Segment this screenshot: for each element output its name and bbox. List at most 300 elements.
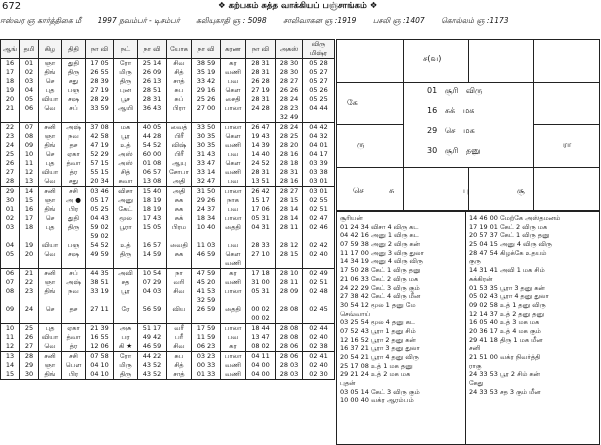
table-cell: 11	[20, 159, 39, 168]
table-cell: 04 01	[303, 141, 335, 150]
table-cell: 49 42	[138, 333, 167, 342]
table-row	[1, 132, 335, 141]
table-cell: ஏகா	[62, 324, 86, 334]
table-cell: புத	[39, 324, 62, 334]
table-cell: 25 14	[138, 59, 167, 69]
table-cell: 02 51	[303, 205, 335, 214]
table-cell: திங்	[39, 68, 62, 77]
table-cell: 05 17	[86, 196, 114, 205]
table-row	[1, 333, 335, 342]
table-cell: பவ	[221, 241, 246, 250]
table-cell: 17	[1, 68, 20, 77]
table-cell: 27	[20, 342, 39, 352]
transit-line: 12 14 37 உத் 2 தனு தனு	[469, 309, 545, 318]
center-sign: மக	[462, 106, 475, 115]
table-cell: வணி	[221, 278, 246, 287]
table-cell	[1, 113, 20, 123]
table-cell: 24	[1, 141, 20, 150]
table-cell: 02 47	[303, 214, 335, 223]
col-header: தமி	[20, 40, 39, 59]
table-cell: விய	[167, 305, 192, 314]
table-row	[1, 278, 335, 287]
table-cell: 44 28	[138, 132, 167, 141]
table-cell: 14	[1, 361, 20, 370]
table-cell: 28 16	[276, 150, 303, 159]
table-cell: 51 17	[138, 324, 167, 334]
chart-house-5: செ	[353, 186, 364, 195]
table-cell: 02 48	[303, 287, 335, 296]
table-cell: 31 50	[192, 187, 221, 197]
table-cell: மிரு	[114, 68, 138, 77]
transit-line: குரு	[469, 257, 481, 266]
table-cell: மூல	[114, 214, 138, 223]
table-cell: 55 15	[86, 168, 114, 177]
table-cell: 33 50	[192, 123, 221, 133]
transit-line: 03 05 14 கேட் 3 விரு கும்	[340, 387, 420, 396]
table-cell: 46 59	[138, 342, 167, 352]
table-cell: 33 42	[192, 77, 221, 86]
table-cell: 02 38	[303, 342, 335, 352]
chart-house-8: சூ	[517, 186, 525, 195]
transit-line: 14 31 41 அவி 1 மக சிம்	[469, 266, 545, 275]
table-cell: சிவ	[167, 342, 192, 352]
table-cell: 00 02	[246, 314, 276, 324]
table-cell: சாத்	[167, 77, 192, 86]
table-cell: கர	[221, 59, 246, 69]
table-cell: வியா	[39, 95, 62, 104]
transit-line: 16 37 21 பூரா 3 தனு துலா	[340, 344, 420, 353]
center-entry	[427, 126, 475, 136]
table-cell: 04 03	[138, 287, 167, 296]
table-cell	[20, 232, 39, 241]
transit-line: 04 42 16 அனு 1 விரு கட	[340, 231, 419, 240]
table-cell: 26	[1, 159, 20, 168]
transit-line: 25 04 15 அனு 4 விரு விரு	[469, 240, 552, 249]
transit-line: 03 25 54 மூல 4 தனு கட	[340, 318, 416, 327]
table-cell: 13 51	[246, 177, 276, 187]
table-cell: பிரீ	[167, 132, 192, 141]
transit-line: 28 47 54 கிழக்கே உதயம்	[469, 248, 547, 257]
table-cell: சுக	[167, 205, 192, 214]
table-cell	[20, 113, 39, 123]
table-cell: மிரு	[114, 361, 138, 370]
table-row	[1, 287, 335, 296]
table-cell: 04	[1, 241, 20, 250]
table-cell: 27 00	[192, 104, 221, 113]
table-cell	[1, 314, 20, 324]
table-cell: 27 10	[246, 250, 276, 259]
table-cell: 24 37	[192, 205, 221, 214]
table-cell: பவ	[221, 150, 246, 159]
table-cell: கௌ	[221, 159, 246, 168]
table-cell: புத	[39, 223, 62, 232]
table-cell: ரோ	[114, 59, 138, 69]
table-cell: 49 59	[86, 250, 114, 259]
table-cell: வெ	[39, 250, 62, 259]
table-cell: திங்	[39, 370, 62, 380]
table-row	[1, 370, 335, 380]
table-cell: 26 55	[86, 68, 114, 77]
table-cell: 28 31	[246, 95, 276, 104]
table-cell: 59 02	[86, 232, 114, 241]
table-cell: 24 52	[246, 159, 276, 168]
table-cell	[138, 113, 167, 123]
table-cell	[167, 232, 192, 241]
table-cell	[62, 259, 86, 269]
table-cell: 28 08	[276, 324, 303, 334]
table-cell: 30	[1, 196, 20, 205]
table-cell: 21	[20, 269, 39, 279]
table-cell: ஞா	[39, 132, 62, 141]
col-header: நட்	[114, 40, 138, 59]
table-cell: சித்	[114, 168, 138, 177]
table-cell: வியா	[39, 241, 62, 250]
table-cell: 25	[20, 324, 39, 334]
table-cell: 44 35	[86, 269, 114, 279]
table-cell: 12	[1, 342, 20, 352]
table-cell: அஷ்	[62, 123, 86, 133]
table-cell: பரீ	[167, 333, 192, 342]
table-cell: அதி	[167, 177, 192, 187]
table-cell: 28 23	[276, 104, 303, 113]
table-cell: 04 44	[303, 104, 335, 113]
table-cell: 24 28	[246, 104, 276, 113]
table-cell	[192, 259, 221, 269]
table-cell: 05 25	[303, 95, 335, 104]
table-cell	[246, 296, 276, 305]
fasli-year: பசலி ஞ :1407	[372, 16, 425, 25]
chart-house-4: ரு	[357, 140, 365, 149]
table-cell	[303, 259, 335, 269]
table-cell: 06 23	[192, 342, 221, 352]
table-cell: 03 46	[86, 187, 114, 197]
table-cell: அனு	[114, 196, 138, 205]
transit-line: சுக்கிரன்	[469, 274, 493, 283]
col-header: நா வி	[246, 40, 276, 59]
saka-year: சாலிவாகன ஞ :1919	[283, 16, 357, 25]
chart-line	[533, 40, 534, 210]
table-cell: தைதி	[221, 223, 246, 232]
table-cell: 03	[1, 223, 20, 232]
table-cell: 22	[1, 123, 20, 133]
table-cell: 43 52	[138, 370, 167, 380]
table-cell: 16 57	[138, 241, 167, 250]
table-cell	[221, 314, 246, 324]
table-cell	[138, 259, 167, 269]
table-cell: ரே	[114, 305, 138, 314]
table-cell: ஞா	[39, 59, 62, 69]
table-cell: 28 15	[276, 250, 303, 259]
table-cell: 04 11	[246, 352, 276, 362]
table-cell: செ	[39, 305, 62, 314]
transit-line: 09 02 58 உத் 1 தனு விரு	[469, 300, 546, 309]
table-row	[1, 187, 335, 197]
table-cell: 07	[1, 278, 20, 287]
table-cell: 02 40	[303, 333, 335, 342]
table-cell: 01 33	[192, 370, 221, 380]
table-cell: துதி	[62, 59, 86, 69]
table-cell: 05 27	[303, 68, 335, 77]
table-cell: பாலா	[221, 324, 246, 334]
table-cell: சசி	[62, 187, 86, 197]
table-cell	[192, 113, 221, 123]
table-cell: 04	[20, 86, 39, 95]
table-cell: 18	[20, 223, 39, 232]
table-cell: 18 44	[246, 324, 276, 334]
table-cell: 40 05	[138, 123, 167, 133]
table-cell: 23	[1, 132, 20, 141]
table-cell: சுக	[167, 196, 192, 205]
table-cell: 26	[20, 333, 39, 342]
transit-line: 14 46 00 மேற்கே அஸ்தமனம்	[469, 214, 561, 222]
table-cell: 26 42	[246, 187, 276, 197]
table-cell: செ	[39, 214, 62, 223]
table-cell: திங்	[39, 205, 62, 214]
table-cell: புன	[114, 86, 138, 95]
col-header: கரண	[221, 40, 246, 59]
transits-right	[469, 214, 560, 396]
table-cell: 28 31	[246, 68, 276, 77]
table-cell: பிரா	[167, 104, 192, 113]
planet-transits	[336, 211, 600, 445]
table-cell	[138, 232, 167, 241]
table-row	[1, 168, 335, 177]
table-cell: பூச	[114, 95, 138, 104]
table-cell: அசு	[114, 324, 138, 334]
table-cell: வரீ	[167, 324, 192, 334]
transit-line: 20 57 37 கேட் 1 விரு தனு	[469, 231, 550, 240]
table-cell: 01 08	[138, 159, 167, 168]
table-cell: 20	[20, 250, 39, 259]
table-cell: 45 20	[192, 278, 221, 287]
table-cell: சப்	[62, 104, 86, 113]
table-cell: 31 43	[192, 150, 221, 159]
table-cell: ஞா	[39, 278, 62, 287]
table-cell: பஞ	[62, 86, 86, 95]
table-row	[1, 269, 335, 279]
col-header: யோக	[167, 40, 192, 59]
table-cell: 46 59	[192, 250, 221, 259]
table-cell: 59 02	[86, 223, 114, 232]
table-cell: 06	[1, 269, 20, 279]
table-cell: செ	[39, 77, 62, 86]
table-cell: பிரம	[167, 223, 192, 232]
table-cell: வைத்	[167, 123, 192, 133]
table-cell: சப்	[62, 269, 86, 279]
table-cell: 28 31	[246, 168, 276, 177]
table-cell: 28 16	[276, 177, 303, 187]
transit-line: 14 34 19 அனு 4 விரு விரு	[340, 257, 423, 266]
center-planet: சுக்	[444, 106, 456, 115]
table-cell: 05	[1, 250, 20, 259]
table-row	[1, 196, 335, 205]
table-cell: 28 30	[276, 59, 303, 69]
table-cell: பிரீ	[167, 150, 192, 159]
table-cell: திங்	[39, 287, 62, 296]
table-cell: 02 42	[303, 241, 335, 250]
table-cell: 04 00	[246, 361, 276, 370]
table-cell: 11 03	[192, 241, 221, 250]
table-row	[1, 86, 335, 95]
table-cell	[39, 113, 62, 123]
table-cell: 10 54	[138, 269, 167, 279]
table-cell: சசி	[62, 352, 86, 362]
table-cell: 18	[1, 77, 20, 86]
table-cell: நவ	[62, 287, 86, 296]
table-cell: 28 08	[276, 333, 303, 342]
table-cell: 28 31	[138, 95, 167, 104]
table-cell	[39, 232, 62, 241]
table-row	[1, 259, 335, 269]
transit-line: 11 17 00 அனு 3 விரு துலா	[340, 248, 424, 257]
table-cell: 28 03	[276, 370, 303, 380]
table-row	[1, 123, 335, 133]
table-cell: 15	[1, 370, 20, 380]
table-cell: 26 28	[246, 77, 276, 86]
table-row	[1, 77, 335, 86]
table-cell	[62, 296, 86, 305]
table-cell: வணி	[221, 361, 246, 370]
table-cell: 47 59	[192, 269, 221, 279]
col-header: திதி	[62, 40, 86, 59]
table-cell: 03 39	[303, 159, 335, 168]
table-cell: பிர	[62, 370, 86, 380]
table-cell: சுக்	[167, 214, 192, 223]
table-cell: 21 39	[86, 324, 114, 334]
table-cell	[86, 296, 114, 305]
table-cell: 01	[20, 59, 39, 69]
chart-house-2: கே	[347, 98, 358, 107]
table-cell: பூரா	[114, 223, 138, 232]
kollam-year: கொல்லம் ஞ :1173	[441, 16, 509, 25]
table-cell: 54 52	[138, 141, 167, 150]
table-row	[1, 113, 335, 123]
col-header: ஆங்	[1, 40, 20, 59]
table-cell: சுப	[167, 352, 192, 362]
chart-house-3: ரா	[563, 140, 572, 149]
table-cell: 11 59	[192, 333, 221, 342]
table-cell: 20	[1, 95, 20, 104]
transit-line: 01 53 35 பூரா 3 தனு கன்	[469, 283, 545, 292]
table-cell: 19	[1, 86, 20, 95]
table-cell: செ	[39, 150, 62, 159]
transit-line: 30 54 12 மூல 1 தனு மே	[340, 300, 416, 309]
table-cell	[246, 113, 276, 123]
table-cell: 23	[20, 287, 39, 296]
table-cell: சத	[114, 278, 138, 287]
table-cell	[86, 259, 114, 269]
table-cell: 08	[20, 132, 39, 141]
table-cell	[167, 259, 192, 269]
table-cell: பாலா	[221, 187, 246, 197]
table-cell: 07	[20, 123, 39, 133]
table-cell	[276, 259, 303, 269]
table-cell: சித்	[167, 361, 192, 370]
table-cell: சுக	[167, 250, 192, 259]
table-cell: வெ	[39, 342, 62, 352]
table-cell: 31 00	[246, 278, 276, 287]
table-cell: 24	[20, 305, 39, 314]
table-cell	[20, 296, 39, 305]
transits-left	[340, 214, 424, 405]
table-cell: 28	[20, 352, 39, 362]
table-cell: த்ர	[62, 168, 86, 177]
table-cell: நவ	[62, 132, 86, 141]
table-cell: 28 20	[276, 141, 303, 150]
table-cell: அ ●	[62, 196, 86, 205]
table-cell: 16	[1, 59, 20, 69]
table-cell: 00 33	[192, 361, 221, 370]
table-cell: 02 51	[303, 278, 335, 287]
center-planet: சூரி	[444, 86, 459, 95]
chart-line	[337, 82, 599, 83]
table-cell	[167, 296, 192, 305]
table-cell	[192, 232, 221, 241]
table-cell: 04 17	[303, 150, 335, 159]
table-cell: 37 08	[86, 123, 114, 133]
table-cell: பர	[114, 333, 138, 342]
table-cell: 07 58	[86, 352, 114, 362]
table-cell	[1, 296, 20, 305]
page-number: 672	[2, 1, 22, 12]
table-cell: 27 11	[86, 305, 114, 314]
table-cell: 17 43	[138, 214, 167, 223]
center-sign: விரு	[465, 86, 483, 95]
table-cell: 05 25	[86, 205, 114, 214]
table-cell: 16	[20, 205, 39, 214]
table-cell: கர	[221, 269, 246, 279]
table-cell: 38 51	[86, 278, 114, 287]
table-cell: ஆயு	[167, 159, 192, 168]
table-cell: வணி	[221, 141, 246, 150]
table-cell: சுவா	[114, 177, 138, 187]
table-cell: 60 00	[138, 150, 167, 159]
table-cell	[276, 296, 303, 305]
table-cell	[303, 232, 335, 241]
table-cell: கி ★	[114, 342, 138, 352]
table-row	[1, 250, 335, 259]
table-cell: ஞா	[39, 196, 62, 205]
table-cell: 02	[20, 68, 39, 77]
table-cell: பாலா	[221, 287, 246, 296]
table-cell: 29 16	[192, 86, 221, 95]
transit-line: 21 06 33 கேட் 2 விரு மக	[340, 274, 419, 283]
table-cell: 13 47	[246, 333, 276, 342]
table-cell: வெ	[39, 104, 62, 113]
transit-line: 29 41 18 திரு 1 மக மீன	[469, 335, 543, 344]
table-cell: 28 10	[276, 269, 303, 279]
table-cell: கௌ	[221, 250, 246, 259]
center-day: 01	[427, 86, 438, 95]
kali-year: கலியுகாதி ஞ : 5098	[196, 16, 267, 25]
table-cell: 03 23	[192, 352, 221, 362]
table-cell: வணி	[221, 168, 246, 177]
chart-house-7: பு	[463, 186, 469, 195]
table-cell: 14	[20, 187, 39, 197]
table-cell: 28 31	[276, 168, 303, 177]
table-cell: கௌ	[221, 86, 246, 95]
table-cell: துதி	[62, 214, 86, 223]
table-cell: 28 11	[276, 223, 303, 232]
table-cell	[138, 296, 167, 305]
table-cell: திரு	[62, 223, 86, 232]
table-cell: 17 18	[246, 269, 276, 279]
table-cell: பவ	[221, 77, 246, 86]
table-cell: 28 14	[276, 214, 303, 223]
table-cell: 26 47	[246, 123, 276, 133]
center-sign: தனு	[465, 146, 481, 155]
chart-house-6: சு	[389, 186, 395, 195]
